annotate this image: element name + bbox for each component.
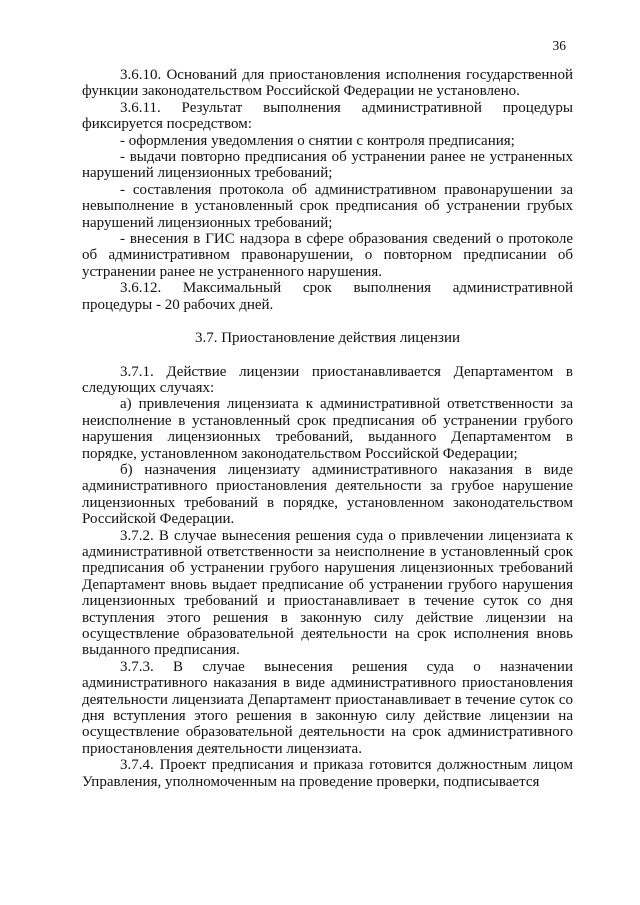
list-item-notification: - оформления уведомления о снятии с контроля предписания; [120, 132, 515, 149]
section-heading: 3.7. Приостановление действия лицензии [194, 330, 461, 347]
paragraph-3-6-12: 3.6.12. Максимальный срок выполнения административной процедуры - 20 рабочих дней. [82, 280, 573, 313]
paragraph-3-7-4: 3.7.4. Проект предписания и приказа готовится должностным лицом Управления, уполномоченным на проведение проверки, подписывается [82, 757, 573, 790]
paragraph-3-7-2: 3.7.2. В случае вынесения решения суда о привлечении лицензиата к административной ответственности за неисполнение в установленный срок предписания об устранении грубого нарушения лицензионных требований Департамент вновь выдает предписание об устранении грубого нарушения лицензионных требований и приостанавливает в течение суток со дня вступления этого решения в законную силу действие лицензии на осуществление образовательной деятельности на срок исполнения вновь выданного предписания. [82, 527, 573, 659]
page-number: 36 [552, 38, 566, 53]
list-item-gis-entry: - внесения в ГИС надзора в сфере образования сведений о протоколе об административном правонарушении, о повторном предписании об устранении ранее не устраненного нарушения. [82, 231, 573, 280]
list-item-protocol: - составления протокола об административном правонарушении за невыполнение в установленный срок предписания об устранении грубых нарушений лицензионных требований; [82, 181, 573, 231]
list-item-a: а) привлечения лицензиата к административной ответственности за неисполнение в установленный срок предписания об устранении грубого нарушения лицензионных требований, выданного Департаментом в порядке, установленном законодательством Российской Федерации; [82, 396, 573, 462]
paragraph-3-6-11: 3.6.11. Результат выполнения административной процедуры фиксируется посредством: [82, 99, 573, 133]
list-item-repeat-order: - выдачи повторно предписания об устранении ранее не устраненных нарушений лицензионных требований; [82, 149, 573, 182]
paragraph-3-7-1: 3.7.1. Действие лицензии приостанавливается Департаментом в следующих случаях: [82, 363, 573, 396]
document-body [82, 67, 573, 790]
paragraph-3-7-3: 3.7.3. В случае вынесения решения суда о назначении административного наказания в виде административного приостановления деятельности лицензиата Департамент приостанавливает в течение суток со дня вступления этого решения в законную силу действие лицензии на осуществление образовательной деятельности на срок административного приостановления деятельности лицензиата. [82, 658, 573, 757]
paragraph-3-6-10: 3.6.10. Оснований для приостановления исполнения государственной функции законодательством Российской Федерации не установлено. [82, 67, 573, 100]
list-item-b: б) назначения лицензиату административного наказания в виде административного приостановления деятельности за грубое нарушение лицензионных требований в порядке, установленном законодательством Российской Федерации. [82, 461, 573, 528]
